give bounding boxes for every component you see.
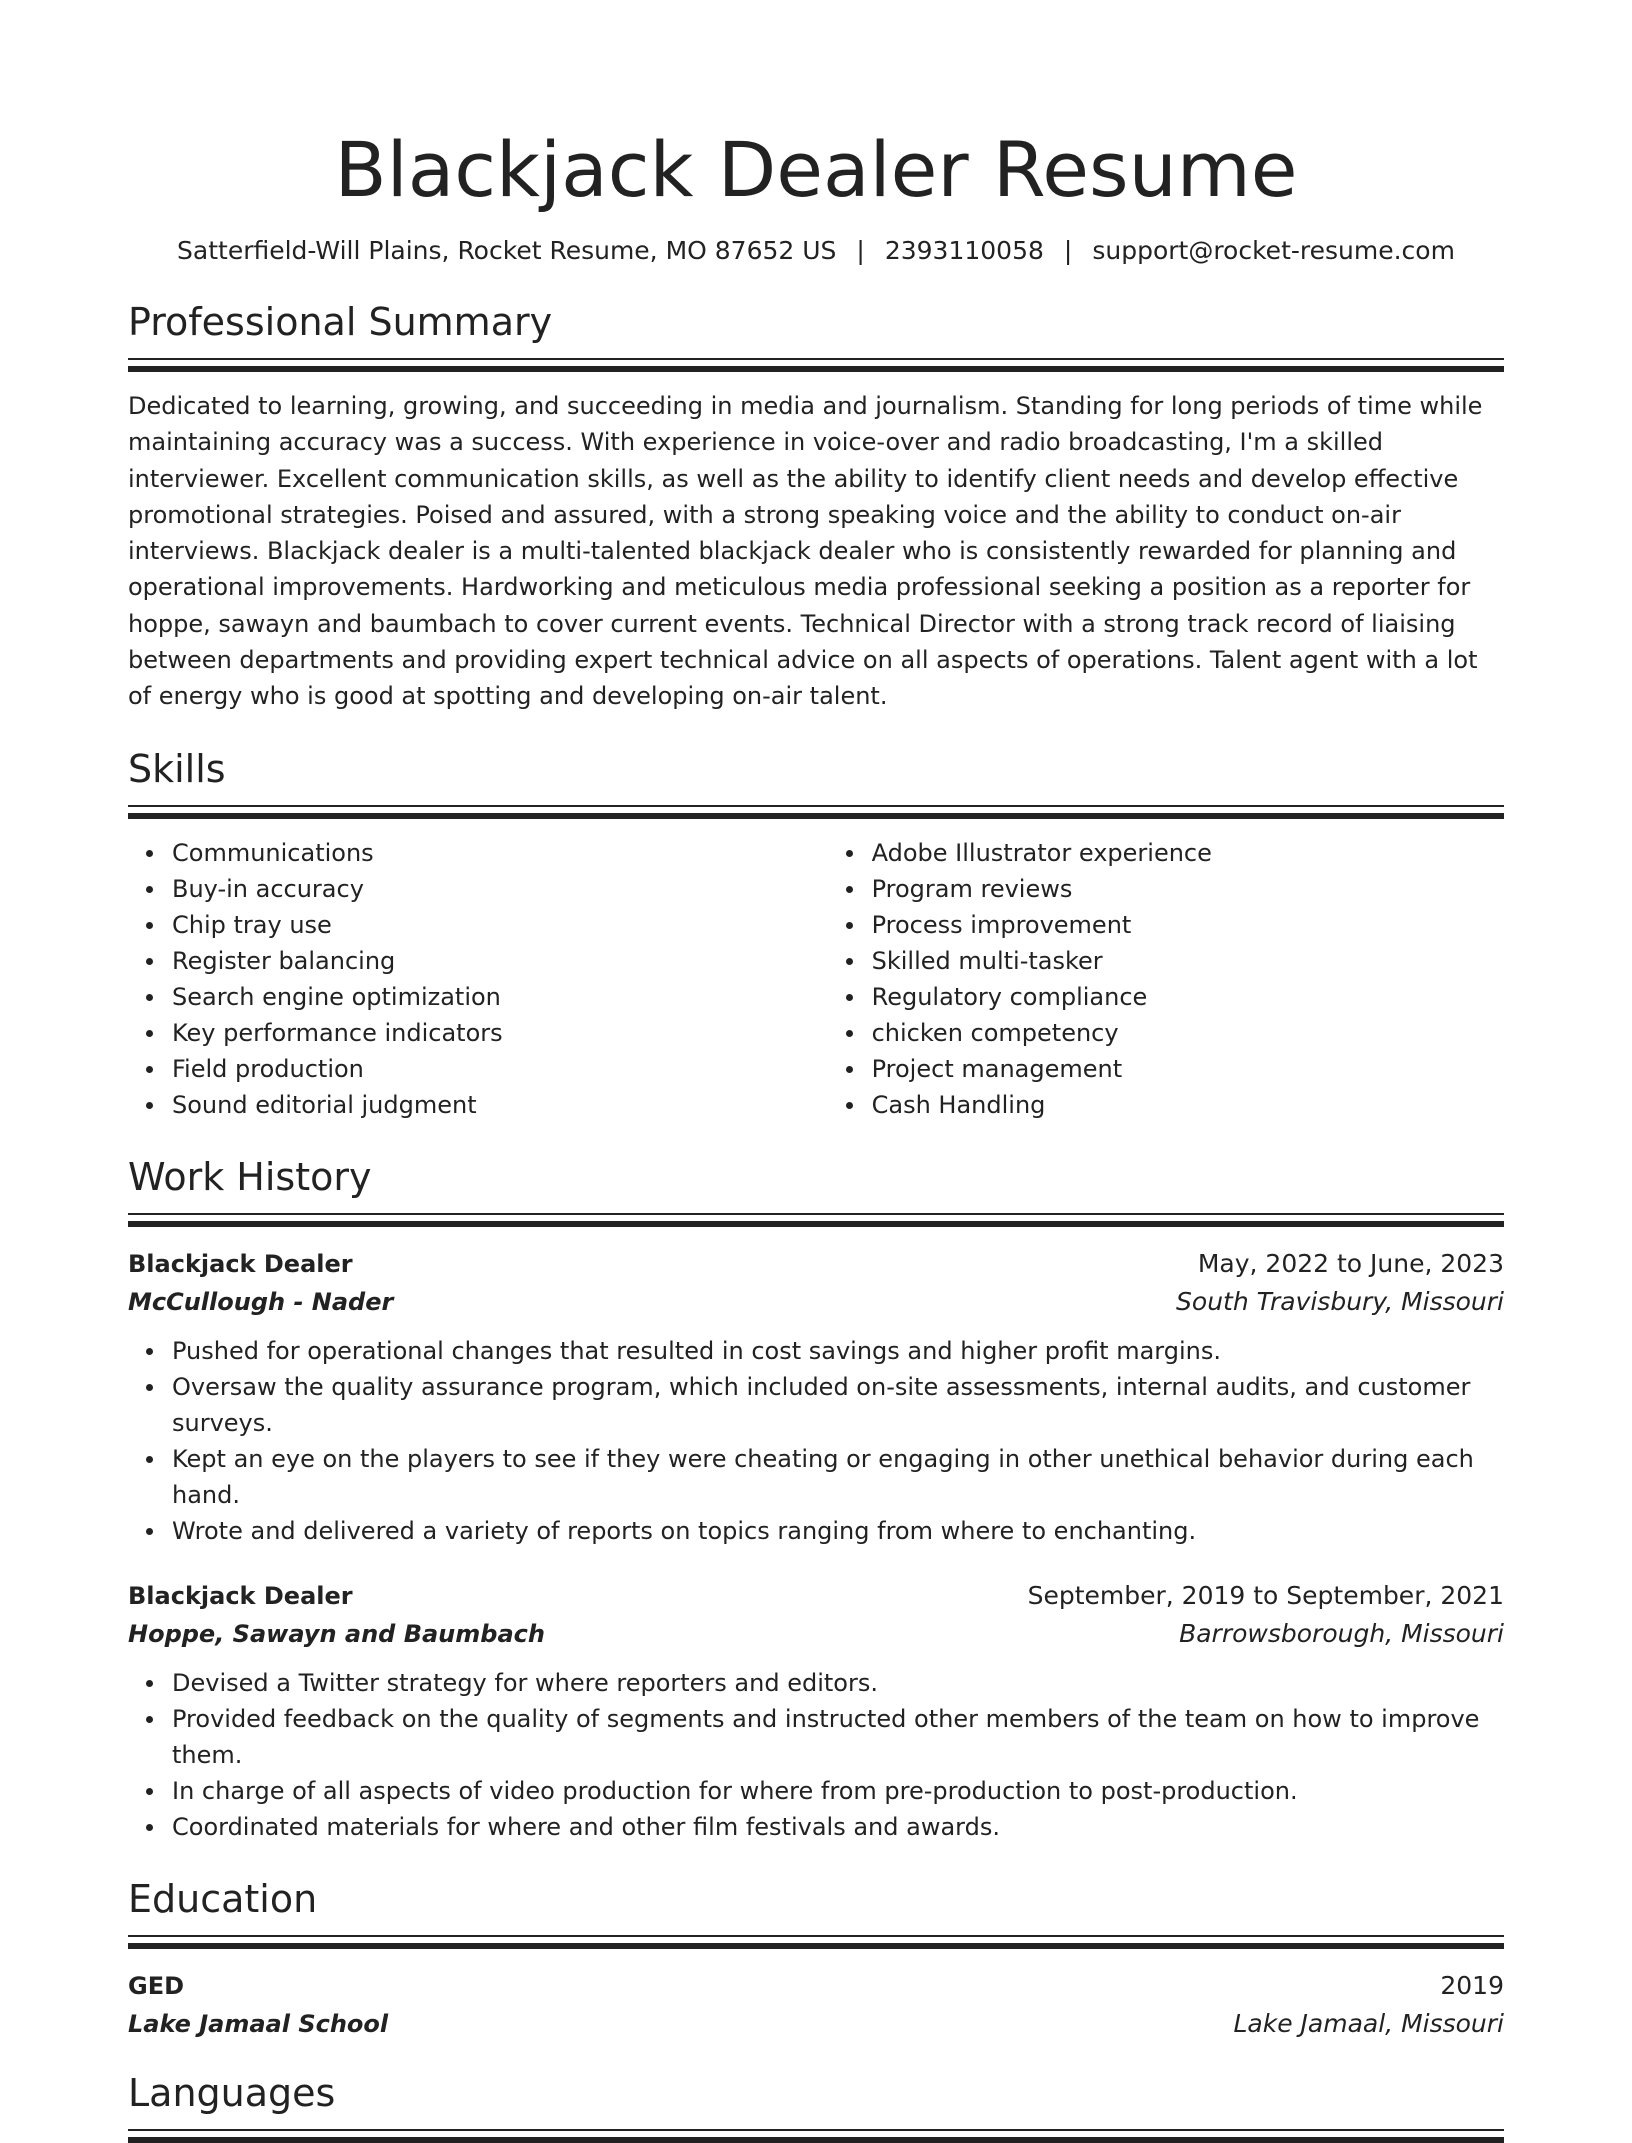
languages-section <box>128 2069 1504 2143</box>
skills-heading: Skills <box>128 746 226 791</box>
job-entry <box>128 1577 1504 1845</box>
job-bullet: Pushed for operational changes that resulted in cost savings and higher profit margins. <box>172 1333 1504 1369</box>
skill-item: Adobe Illustrator experience <box>872 835 1504 871</box>
section-rule-thick <box>128 1221 1504 1227</box>
job-bullet: Coordinated materials for where and other film festivals and awards. <box>172 1809 1504 1845</box>
skills-section <box>128 745 1504 1123</box>
languages-heading: Languages <box>128 2070 336 2115</box>
section-rule-thin <box>128 2129 1504 2131</box>
skill-item: Chip tray use <box>172 907 828 943</box>
section-rule-thin <box>128 358 1504 360</box>
job-title: Blackjack Dealer <box>128 1249 353 1278</box>
job-title: Blackjack Dealer <box>128 1581 353 1610</box>
skill-item: Cash Handling <box>872 1087 1504 1123</box>
job-bullet: Wrote and delivered a variety of reports on topics ranging from where to enchanting. <box>172 1513 1504 1549</box>
summary-text: Dedicated to learning, growing, and succeeding in media and journalism. Standing for long periods of time while maintaining accuracy was a success. With experience in voice-over and radio broadcasting, I'm a skilled interviewer. Excellent communication skills, as well as the ability to identify client needs and develop effective promotional strategies. Poised and assured, with a strong speaking voice and the ability to conduct on-air interviews. Blackjack dealer is a multi-talented blackjack dealer who is consistently rewarded for planning and operational improvements. Hardworking and meticulous media professional seeking a position as a reporter for hoppe, sawayn and baumbach to cover current events. Technical Director with a strong track record of liaising between departments and providing expert technical advice on all aspects of operations. Talent agent with a lot of energy who is good at spotting and developing on-air talent. <box>128 392 1483 711</box>
contact-separator: | <box>1063 236 1073 265</box>
contact-address: Satterfield-Will Plains, Rocket Resume, MO 87652 US <box>177 236 837 265</box>
education-year: 2019 <box>1440 1970 1504 2000</box>
education-header <box>128 1967 1504 2005</box>
skill-item: Sound editorial judgment <box>172 1087 828 1123</box>
section-rule-thick <box>128 366 1504 372</box>
job-location: Barrowsborough, Missouri <box>1179 1618 1504 1648</box>
skill-item: Project management <box>872 1051 1504 1087</box>
job-dates: September, 2019 to September, 2021 <box>1027 1580 1504 1610</box>
section-rule-thick <box>128 813 1504 819</box>
contact-phone: 2393110058 <box>884 236 1044 265</box>
education-section <box>128 1875 1504 2043</box>
job-entry <box>128 1245 1504 1549</box>
job-bullet: Kept an eye on the players to see if they were cheating or engaging in other unethical behavior during each hand. <box>172 1441 1504 1513</box>
skills-list <box>128 835 1504 1123</box>
education-location: Lake Jamaal, Missouri <box>1233 2008 1504 2038</box>
job-subheader <box>128 1615 1504 1653</box>
education-heading: Education <box>128 1876 318 1921</box>
education-school: Lake Jamaal School <box>128 2009 389 2038</box>
contact-email: support@rocket-resume.com <box>1092 236 1455 265</box>
job-bullets <box>128 1333 1504 1549</box>
job-bullet: Provided feedback on the quality of segments and instructed other members of the team on how to improve them. <box>172 1701 1504 1773</box>
job-location: South Travisbury, Missouri <box>1176 1286 1504 1316</box>
job-bullet: Devised a Twitter strategy for where reporters and editors. <box>172 1665 1504 1701</box>
job-company: McCullough - Nader <box>128 1287 394 1316</box>
resume-page <box>128 0 1504 2143</box>
job-bullet: In charge of all aspects of video production for where from pre-production to post-production. <box>172 1773 1504 1809</box>
skill-item: Field production <box>172 1051 828 1087</box>
job-header <box>128 1245 1504 1283</box>
contact-separator: | <box>856 236 865 265</box>
skills-column-left <box>128 835 828 1123</box>
job-dates: May, 2022 to June, 2023 <box>1197 1248 1504 1278</box>
skill-item: Buy-in accuracy <box>172 871 828 907</box>
skill-item: Search engine optimization <box>172 979 828 1015</box>
skill-item: Program reviews <box>872 871 1504 907</box>
education-entry <box>128 1967 1504 2043</box>
contact-line <box>128 234 1504 268</box>
summary-section <box>128 298 1504 715</box>
summary-heading: Professional Summary <box>128 300 553 344</box>
skill-item: Register balancing <box>172 943 828 979</box>
job-bullets <box>128 1665 1504 1845</box>
section-rule-thick <box>128 1943 1504 1949</box>
job-header <box>128 1577 1504 1615</box>
work-heading: Work History <box>128 1154 372 1199</box>
section-rule-thin <box>128 1213 1504 1215</box>
section-rule-thick <box>128 2137 1504 2143</box>
job-subheader <box>128 1283 1504 1321</box>
section-rule-thin <box>128 1935 1504 1937</box>
job-bullet: Oversaw the quality assurance program, which included on-site assessments, internal audits, and customer surveys. <box>172 1369 1504 1441</box>
skills-column-right <box>828 835 1504 1123</box>
education-degree: GED <box>128 1971 185 2000</box>
skill-item: Skilled multi-tasker <box>872 943 1504 979</box>
skill-item: chicken competency <box>872 1015 1504 1051</box>
job-company: Hoppe, Sawayn and Baumbach <box>128 1619 545 1648</box>
work-section <box>128 1153 1504 1845</box>
skill-item: Regulatory compliance <box>872 979 1504 1015</box>
skill-item: Process improvement <box>872 907 1504 943</box>
resume-title: Blackjack Dealer Resume <box>334 125 1298 214</box>
skill-item: Communications <box>172 835 828 871</box>
section-rule-thin <box>128 805 1504 807</box>
skill-item: Key performance indicators <box>172 1015 828 1051</box>
education-subheader <box>128 2005 1504 2043</box>
